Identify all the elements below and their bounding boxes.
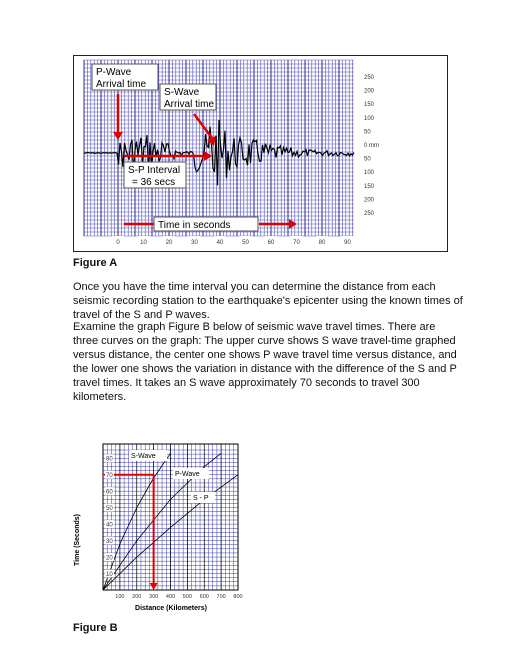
- x-axis-label: Distance (Kilometers): [135, 605, 207, 612]
- seismogram-y-tick: 150: [364, 102, 375, 109]
- seismogram-x-tick: 80: [318, 240, 326, 246]
- travel-time-y-tick: 50: [106, 506, 113, 513]
- highlight-distance-arrowhead: [150, 583, 158, 590]
- seismogram-x-tick: 70: [293, 240, 300, 246]
- seismogram-y-tick: 200: [364, 197, 375, 204]
- seismogram-y-tick: 50: [364, 129, 371, 136]
- seismogram-x-tick: 10: [140, 240, 147, 246]
- seismogram-chart: [74, 56, 448, 252]
- time-arrowhead: [289, 219, 297, 229]
- s-wave-legend: S-Wave: [131, 453, 156, 460]
- seismogram-x-tick: 20: [165, 240, 173, 246]
- y-axis-label: Time (Seconds): [74, 514, 81, 566]
- travel-time-x-tick: 800: [233, 594, 243, 600]
- seismogram-x-tick: 60: [267, 240, 275, 246]
- travel-time-grid: [103, 444, 238, 590]
- sp-label-2: = 36 secs: [132, 177, 176, 188]
- s-wave-label-2: Arrival time: [164, 99, 215, 110]
- figure-b-travel-time: [73, 410, 243, 620]
- seismogram-x-tick: 50: [242, 240, 249, 246]
- travel-time-y-tick: 40: [106, 522, 113, 529]
- s-wave-label-1: S-Wave: [164, 87, 200, 98]
- seismogram-x-tick: 0: [116, 240, 120, 246]
- time-label: Time in seconds: [158, 220, 231, 231]
- figure-a-seismogram: [73, 55, 448, 252]
- travel-time-y-tick: 60: [106, 489, 113, 496]
- travel-time-x-tick: 600: [199, 594, 209, 600]
- seismogram-y-tick: 0 mm: [364, 143, 379, 149]
- seismogram-y-tick: 200: [364, 88, 375, 95]
- travel-time-y-tick: 80: [106, 456, 113, 463]
- p-wave-label-2: Arrival time: [96, 79, 147, 90]
- p-wave-legend: P-Wave: [175, 471, 200, 478]
- seismogram-y-axis: [364, 75, 379, 217]
- seismogram-y-tick: 100: [364, 170, 375, 177]
- seismogram-y-tick: 100: [364, 115, 375, 122]
- paragraph-2: Examine the graph Figure B below of seismic wave travel times. There are three curves on the graph: The upper curve shows S wave travel-time graphed versus distance, the center one shows P wave travel time versus distance, and the lower one shows the variation in distance with the difference of the S and P travel times. It takes an S wave approximately 70 seconds to travel 300 kilometers.: [73, 321, 457, 403]
- travel-time-y-tick: 10: [106, 572, 113, 579]
- travel-time-y-tick: 70: [106, 473, 113, 480]
- seismogram-y-tick: 250: [364, 211, 375, 217]
- travel-time-x-tick: 400: [165, 594, 176, 600]
- seismogram-x-tick: 30: [191, 240, 198, 246]
- seismogram-y-tick: 150: [364, 183, 375, 190]
- travel-time-x-tick: 200: [132, 594, 142, 600]
- travel-time-chart: [73, 410, 243, 620]
- travel-time-x-tick: 700: [216, 594, 226, 600]
- figure-a-caption: Figure A: [73, 257, 118, 269]
- travel-time-x-tick: 500: [182, 594, 192, 600]
- p-wave-label-1: P-Wave: [96, 67, 132, 78]
- seismogram-x-axis: [112, 236, 354, 246]
- travel-time-y-tick: 30: [106, 539, 113, 546]
- travel-time-x-tick: 300: [149, 594, 159, 600]
- sp-label-1: S-P Interval: [128, 165, 181, 176]
- seismogram-y-tick: 250: [364, 75, 375, 81]
- sp-legend: S - P: [193, 495, 209, 502]
- seismogram-x-tick: 40: [216, 240, 224, 246]
- sp-interval-arrowhead: [204, 151, 212, 161]
- figure-b-caption: Figure B: [73, 622, 118, 634]
- seismogram-y-tick: 50: [364, 156, 371, 163]
- travel-time-y-tick: 20: [106, 555, 113, 562]
- travel-time-x-tick: 100: [115, 594, 125, 600]
- seismogram-x-tick: 90: [344, 240, 351, 246]
- paragraph-1: Once you have the time interval you can determine the distance from each seismic recording station to the earthquake's epicenter using the known times of travel of the S and P waves.: [73, 281, 463, 321]
